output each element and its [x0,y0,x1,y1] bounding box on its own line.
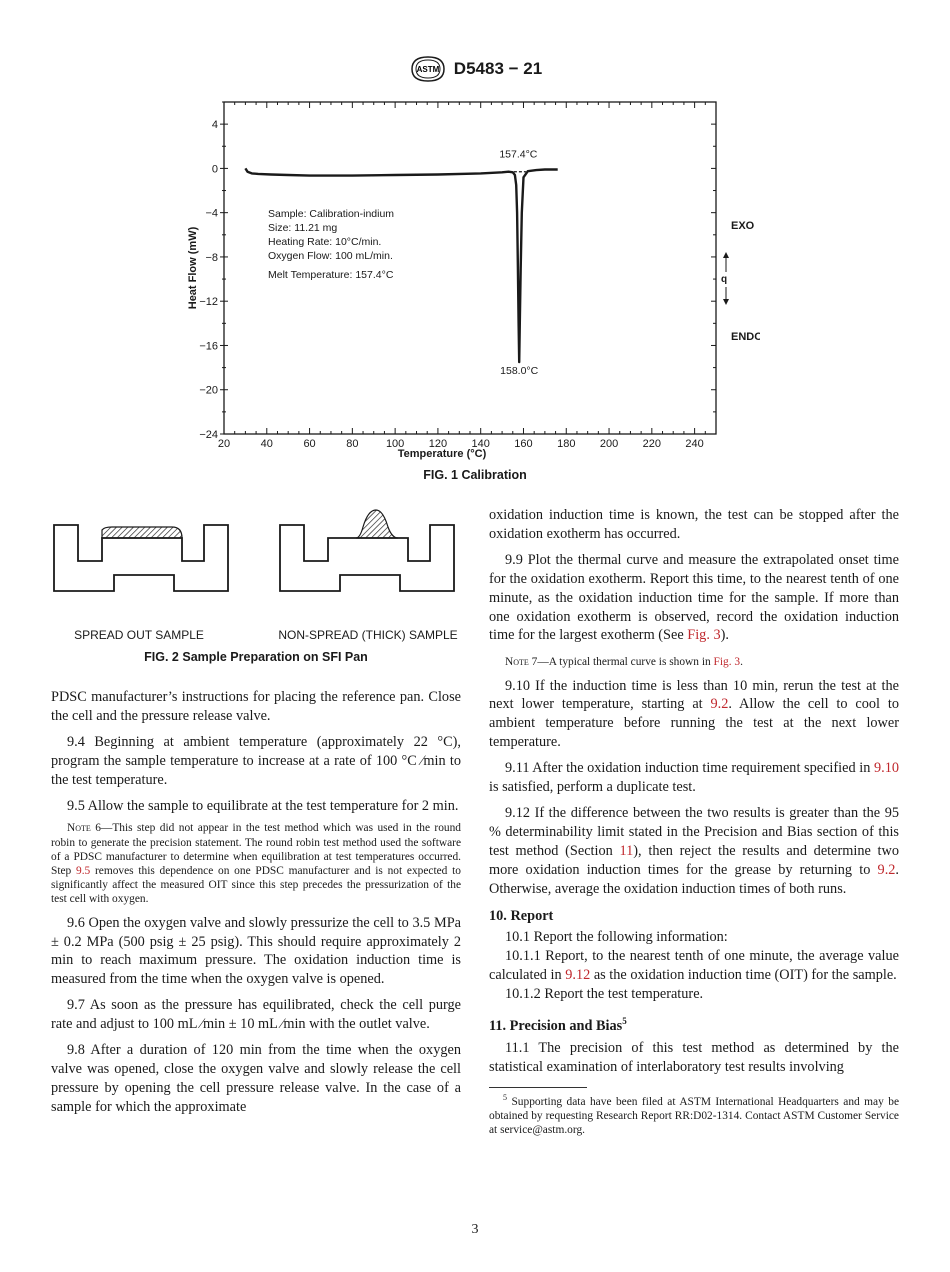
x-tick-label: 240 [685,438,704,450]
section-heading-11: 11. Precision and Bias$^5$ [489,1016,627,1034]
section-heading-10: 10. Report [489,907,554,924]
q-label: q [721,274,728,285]
paragraph: PDSC manufacturer’s instructions for placing the reference pan. Close the cell and the pressure release valve. [51,689,461,724]
paragraph-10-1: 10.1 Report the following information: [505,929,728,946]
x-axis-label: Temperature (°C) [397,448,487,460]
x-tick-label: 160 [514,438,533,450]
page-number: 3 [471,1222,479,1237]
left-column [51,688,461,1117]
ref-link[interactable]: Fig. 3 [713,656,741,669]
y-tick-label: −16 [199,340,218,353]
footnote-rule [489,1087,587,1088]
sample-pan-diagram [42,505,472,670]
paragraph-9-7: 9.7 As soon as the pressure has equilibrated, check the cell purge rate and adjust to 100 mL ⁄min ± 10 mL ⁄min with the outlet valve. [51,997,461,1033]
paragraph-10-1-2: 10.1.2 Report the test temperature. [505,986,704,1003]
footnote: $^5$ Supporting data have been filed at ASTM International Headquarters and may be obtained by requesting Research Report RR:D02-1314. Contact ASTM Customer Service at service@astm.org. [489,1092,899,1136]
info-line: Sample: Calibration-indium [268,208,395,220]
y-axis-label: Heat Flow (mW) [187,226,199,310]
paragraph-9-5: 9.5 Allow the sample to equilibrate at the test temperature for 2 min. [67,797,459,814]
info-line: Oxygen Flow: 100 mL/min. [268,250,393,262]
ref-link[interactable]: 9.10 [873,760,899,777]
y-tick-label: −20 [199,384,218,397]
paragraph-9-11: 9.11 After the oxidation induction time requirement specified in 9.10 is satisfied, perform a duplicate test. [489,760,899,796]
note-label: Note 7 [505,656,538,669]
spread-sample [102,527,182,538]
y-tick-label: −24 [199,429,218,441]
paragraph-9-6: 9.6 Open the oxygen valve and slowly pressurize the cell to 3.5 MPa ± 0.2 MPa (500 psig ± 25 psig). This should require approximately 2 min to reach maximum pressure. The oxidation induction time is measured from the time when the oxygen valve is opened. [51,914,461,988]
paragraph-9-8: 9.8 After a duration of 120 min from the time when the oxygen valve was opened, close the oxygen valve and slowly release the cell pressure by opening the cell pressure release valve. In the case of a sample for which the approximate [51,1042,461,1115]
thick-sample-label: NON-SPREAD (THICK) SAMPLE [278,628,458,642]
y-tick-label: −12 [199,296,218,309]
ref-link[interactable]: 9.5 [76,865,91,878]
thick-sample [356,510,398,538]
note-7: Note 7—A typical thermal curve is shown in Fig. 3. [505,656,743,669]
series-line [245,168,557,362]
paragraph-10-1-1: 10.1.1 Report, to the nearest tenth of one minute, the average value calculated in 9.12 as the oxidation induction time (OIT) for the sample. [489,948,899,984]
paragraph: oxidation induction time is known, the test can be stopped after the oxidation exotherm has occurred. [489,507,899,542]
x-tick-label: 180 [557,438,576,450]
ref-link[interactable]: 9.2 [877,861,896,878]
right-column [489,506,899,1137]
paragraph-9-12: 9.12 If the difference between the two results is greater than the 95 % determinability limit stated in the Precision and Bias section of this test method (Section 11), then reject the results and determine two more oxidation induction times for the grease by returning to 9.2. Otherwise, average the oxidation induction times of both runs. [489,804,899,897]
info-line: Heating Rate: 10°C/min. [268,236,382,248]
x-tick-label: 140 [471,438,490,450]
x-tick-label: 20 [217,438,231,450]
onset-label: 157.4°C [499,148,538,161]
y-tick-label: 0 [211,163,218,176]
figure-1 [180,92,760,492]
logo-text: ASTM [416,65,440,74]
ref-link[interactable]: 9.2 [710,696,729,713]
plot-frame [224,102,716,434]
spread-pan [54,525,228,591]
spread-sample-label: SPREAD OUT SAMPLE [74,628,204,642]
info-line: Melt Temperature: 157.4°C [268,269,394,281]
paragraph-9-9: 9.9 Plot the thermal curve and measure the extrapolated onset time for the oxidation exotherm. Report this time, to the nearest tenth of one minute, as the oxidation induction time for the sample. If more than one oxidation exotherm is observed, record the oxidation induction time for the largest exotherm (See Fig. 3). [489,551,899,644]
x-tick-label: 80 [346,438,359,450]
note-label: Note 6 [67,822,101,835]
x-tick-label: 200 [599,438,619,450]
exo-label: EXO [731,220,755,232]
figure-2 [42,505,472,670]
ref-link[interactable]: 9.12 [565,967,591,984]
figure-2-caption: FIG. 2 Sample Preparation on SFI Pan [144,650,368,664]
info-box [268,208,394,281]
peak-label: 158.0°C [500,365,539,378]
y-tick-label: −4 [205,207,218,220]
y-tick-label: 4 [211,119,218,132]
paragraph-9-4: 9.4 Beginning at ambient temperature (approximately 22 °C), program the sample temperature to increase at a rate of 100 °C ⁄min to the test temperature. [51,733,461,788]
x-tick-label: 120 [428,438,448,450]
thick-pan [280,510,454,591]
paragraph-9-10: 9.10 If the induction time is less than 10 min, rerun the test at the next lower temperature, starting at 9.2. Allow the cell to cool to ambient temperature before running the test at the next lower temperature. [489,677,899,751]
info-line: Size: 11.21 mg [268,222,338,234]
x-tick-label: 100 [385,438,405,450]
x-tick-label: 60 [303,438,316,450]
y-tick-label: −8 [205,251,218,264]
note-6 [51,821,461,906]
x-tick-label: 220 [642,438,662,450]
ref-link[interactable]: 11 [619,842,634,859]
paragraph-11-1: 11.1 The precision of this test method as determined by the statistical examination of interlaboratory test results involving [489,1039,899,1075]
footnote-marker: 5 [622,1016,627,1027]
note-text: removes this dependence on one PDSC manufacturer and is not expected to significantly affect the measured OIT since this step precedes the pressurization of the test cell with oxygen. [51,865,461,906]
x-tick-label: 40 [260,438,273,450]
document-designation: D5483 − 21 [453,59,543,78]
ref-link[interactable]: Fig. 3 [687,627,721,644]
figure-1-caption: FIG. 1 Calibration [423,468,527,482]
page-header [0,54,950,84]
calibration-chart [180,92,760,492]
note-text: —This step did not appear in the test method which was used in the round robin to generate the precision statement. The round robin test method used the software of a PDSC manufacturer to determine when equilibration at test temperatures occurred. Step [51,822,462,878]
endo-label: ENDO [731,331,760,343]
astm-logo [408,54,448,84]
